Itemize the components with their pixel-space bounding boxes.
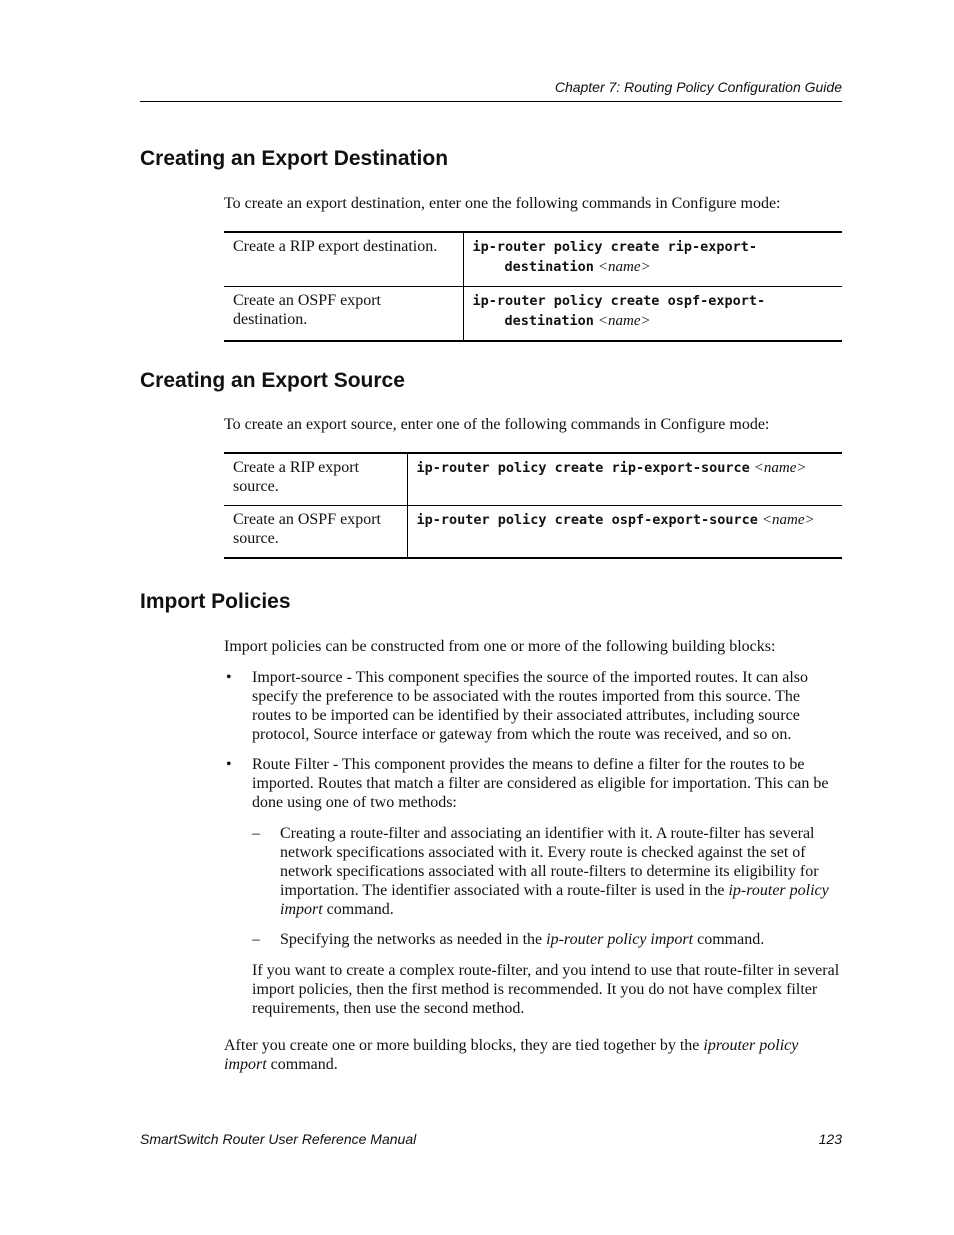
section-heading-import-policies: Import Policies [140, 590, 291, 613]
list-item [224, 668, 842, 744]
list-item-text: Import-source - This component specifies the source of the imported routes. It can also specify the preference to be associated with the routes imported from this source. The routes to be imported can be identified by their associated attributes, including source protocol, Source interface or gateway from which the route was received, and so on. [252, 669, 808, 743]
command-description: Create a RIP export source. [224, 453, 407, 506]
command-argument: <name> [753, 460, 807, 476]
method-text: Creating a route-filter and associating an identifier with it. A route-filter has several network specifications associated with it. Every route is checked against the set of network specifications associated with all route-filters to determine its eligibility for importation. The identifier associated with a route-filter is used in the [280, 825, 819, 899]
closing-text: After you create one or more building blocks, they are tied together by the [224, 1037, 700, 1054]
recommendation-note: If you want to create a complex route-filter, and you intend to use that route-filter in several import policies, then the first method is recommended. It you do not have complex filter requirements, then use the second method. [252, 962, 840, 1017]
command-cell [463, 287, 842, 342]
building-block-list [224, 668, 842, 744]
command-cell [407, 453, 842, 506]
bullet-icon: • [226, 756, 232, 773]
method-item [252, 824, 842, 919]
command-description: Create an OSPF export source. [224, 506, 407, 559]
command-description: Create a RIP export destination. [224, 232, 463, 287]
method-text-tail: command. [326, 901, 394, 918]
command-cell [407, 506, 842, 559]
command-cell [463, 232, 842, 287]
closing-text-tail: command. [270, 1056, 338, 1073]
closing-paragraph [224, 1036, 842, 1074]
section-heading-export-destination: Creating an Export Destination [140, 147, 449, 170]
command-syntax: ip-router policy create rip-export-source [416, 460, 750, 476]
table-row [224, 453, 842, 506]
building-block-list-continued [224, 755, 842, 812]
bullet-icon: • [226, 669, 232, 686]
method-command-ref: ip-router policy import [280, 882, 829, 918]
command-argument: <name> [761, 512, 815, 528]
section-intro-export-destination: To create an export destination, enter one the following commands in Configure mode: [224, 195, 781, 212]
running-header: Chapter 7: Routing Policy Configuration Guide [554, 79, 842, 95]
export-destination-command-table [224, 231, 842, 342]
table-row [224, 287, 842, 342]
command-syntax-continued: destination [504, 259, 594, 275]
footer-manual-title: SmartSwitch Router User Reference Manual [140, 1131, 417, 1147]
command-description: Create an OSPF export destination. [224, 287, 463, 342]
table-row [224, 506, 842, 559]
command-argument: <name> [597, 259, 651, 275]
table-row [224, 232, 842, 287]
export-source-command-table [224, 452, 842, 559]
command-syntax: ip-router policy create rip-export- [472, 239, 757, 255]
method-command-ref: ip-router policy import [546, 931, 694, 948]
command-syntax-continued: destination [504, 313, 594, 329]
dash-icon: – [252, 931, 260, 948]
command-syntax: ip-router policy create ospf-export- [472, 293, 766, 309]
closing-command-ref: iprouter policy import [224, 1037, 799, 1073]
method-text-tail: command. [697, 931, 765, 948]
command-syntax: ip-router policy create ospf-export-source [416, 512, 758, 528]
header-rule [140, 101, 842, 102]
method-text: Specifying the networks as needed in the [280, 931, 543, 948]
list-item-text: Route Filter - This component provides the means to define a filter for the routes to be imported. Routes that match a filter are considered as eligible for importation. This can be done using one of two methods: [252, 756, 829, 811]
command-argument: <name> [597, 313, 651, 329]
section-intro-export-source: To create an export source, enter one of the following commands in Configure mode: [224, 416, 770, 433]
section-intro-import-policies: Import policies can be constructed from one or more of the following building blocks: [224, 638, 776, 655]
list-item [224, 755, 842, 812]
footer-page-number: 123 [818, 1131, 842, 1147]
method-item [252, 930, 842, 949]
section-heading-export-source: Creating an Export Source [140, 369, 405, 392]
dash-icon: – [252, 825, 260, 842]
